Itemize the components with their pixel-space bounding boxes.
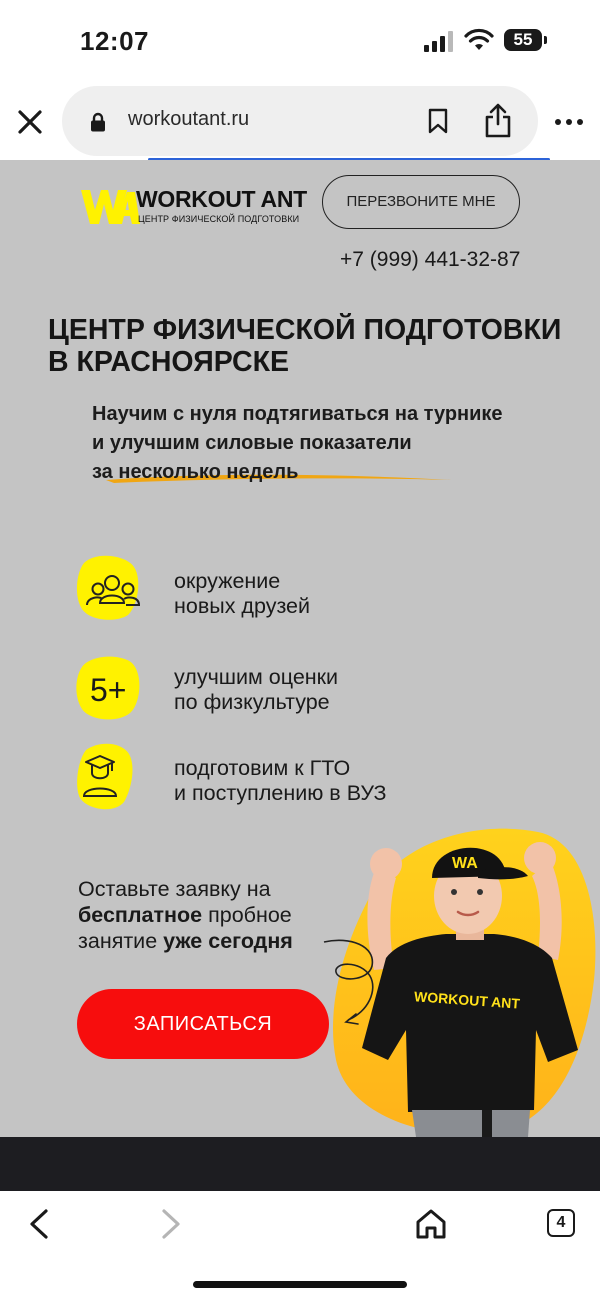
browser-toolbar [0, 1191, 600, 1300]
signup-button[interactable]: ЗАПИСАТЬСЯ [77, 989, 329, 1059]
cta-today-word: уже сегодня [163, 929, 293, 953]
signal-icon [424, 30, 456, 52]
cta-line-1: Оставьте заявку на [78, 877, 271, 901]
feature-gto-line-1: подготовим к ГТО [174, 756, 351, 780]
hero-subtitle-line-2: и улучшим силовые показатели [92, 432, 412, 454]
cta-free-word: бесплатное [78, 903, 203, 927]
web-page [0, 160, 600, 1137]
home-icon[interactable] [414, 1207, 448, 1241]
cap-print: WA [452, 855, 478, 872]
browser-bar [0, 80, 600, 160]
back-icon[interactable] [26, 1207, 54, 1241]
feature-grades-line-2: по физкультуре [174, 690, 330, 714]
hero-title [48, 314, 561, 378]
cta-line-2 [78, 902, 293, 928]
feature-friends-line-1: окружение [174, 569, 281, 593]
cta-line-2-rest: пробное [202, 903, 292, 927]
battery-level: 55 [513, 30, 533, 49]
footer-dark-band [0, 1137, 600, 1191]
status-time: 12:07 [80, 26, 149, 56]
callback-button[interactable]: ПЕРЕЗВОНИТЕ МНЕ [322, 175, 520, 229]
feature-friends-text [174, 569, 310, 619]
forward-icon[interactable] [156, 1207, 184, 1241]
feature-gto-line-2: и поступлению в ВУЗ [174, 781, 387, 805]
wifi-icon [464, 28, 494, 52]
logo-mark-icon [80, 186, 140, 228]
feature-grades-text [174, 665, 338, 715]
feature-grades [76, 653, 496, 723]
grade-five-plus-icon [76, 653, 146, 723]
logo-name: WORKOUT ANT [136, 186, 307, 212]
feature-friends [76, 553, 496, 623]
hero-title-line-2: В КРАСНОЯРСКЕ [48, 346, 289, 378]
status-bar [0, 0, 600, 80]
feature-grades-line-1: улучшим оценки [174, 665, 339, 689]
home-indicator [193, 1281, 407, 1288]
close-icon[interactable] [14, 106, 46, 138]
phone-number[interactable]: +7 (999) 441-32-87 [340, 248, 521, 271]
site-logo[interactable] [80, 184, 312, 234]
more-icon[interactable] [552, 108, 586, 136]
lock-icon [90, 112, 106, 132]
battery-nub [544, 36, 547, 44]
group-icon [76, 553, 146, 623]
share-icon[interactable] [484, 102, 512, 138]
url-text[interactable]: workoutant.ru [128, 108, 250, 130]
cta-line-3-start: занятие [78, 929, 164, 953]
swirl-arrow-icon [320, 936, 390, 1032]
bookmark-icon[interactable] [428, 108, 448, 134]
graduate-icon [76, 742, 146, 812]
hero-title-line-1: ЦЕНТР ФИЗИЧЕСКОЙ ПОДГОТОВКИ [48, 314, 562, 346]
battery-icon [504, 29, 542, 51]
logo-subtitle: ЦЕНТР ФИЗИЧЕСКОЙ ПОДГОТОВКИ [138, 214, 300, 224]
hero-subtitle-line-3: за несколько недель [92, 461, 299, 483]
cta-text [78, 876, 293, 954]
hero-subtitle-line-1: Научим с нуля подтягиваться на турнике [92, 403, 503, 425]
feature-friends-line-2: новых друзей [174, 594, 311, 618]
shirt-print: WORKOUT ANT [413, 988, 521, 1012]
address-bar[interactable] [62, 86, 538, 156]
tabs-icon[interactable]: 4 [547, 1209, 575, 1237]
cta-line-3 [78, 928, 293, 954]
grade-five-plus-text: 5+ [90, 672, 127, 708]
hero-subtitle [92, 400, 503, 487]
